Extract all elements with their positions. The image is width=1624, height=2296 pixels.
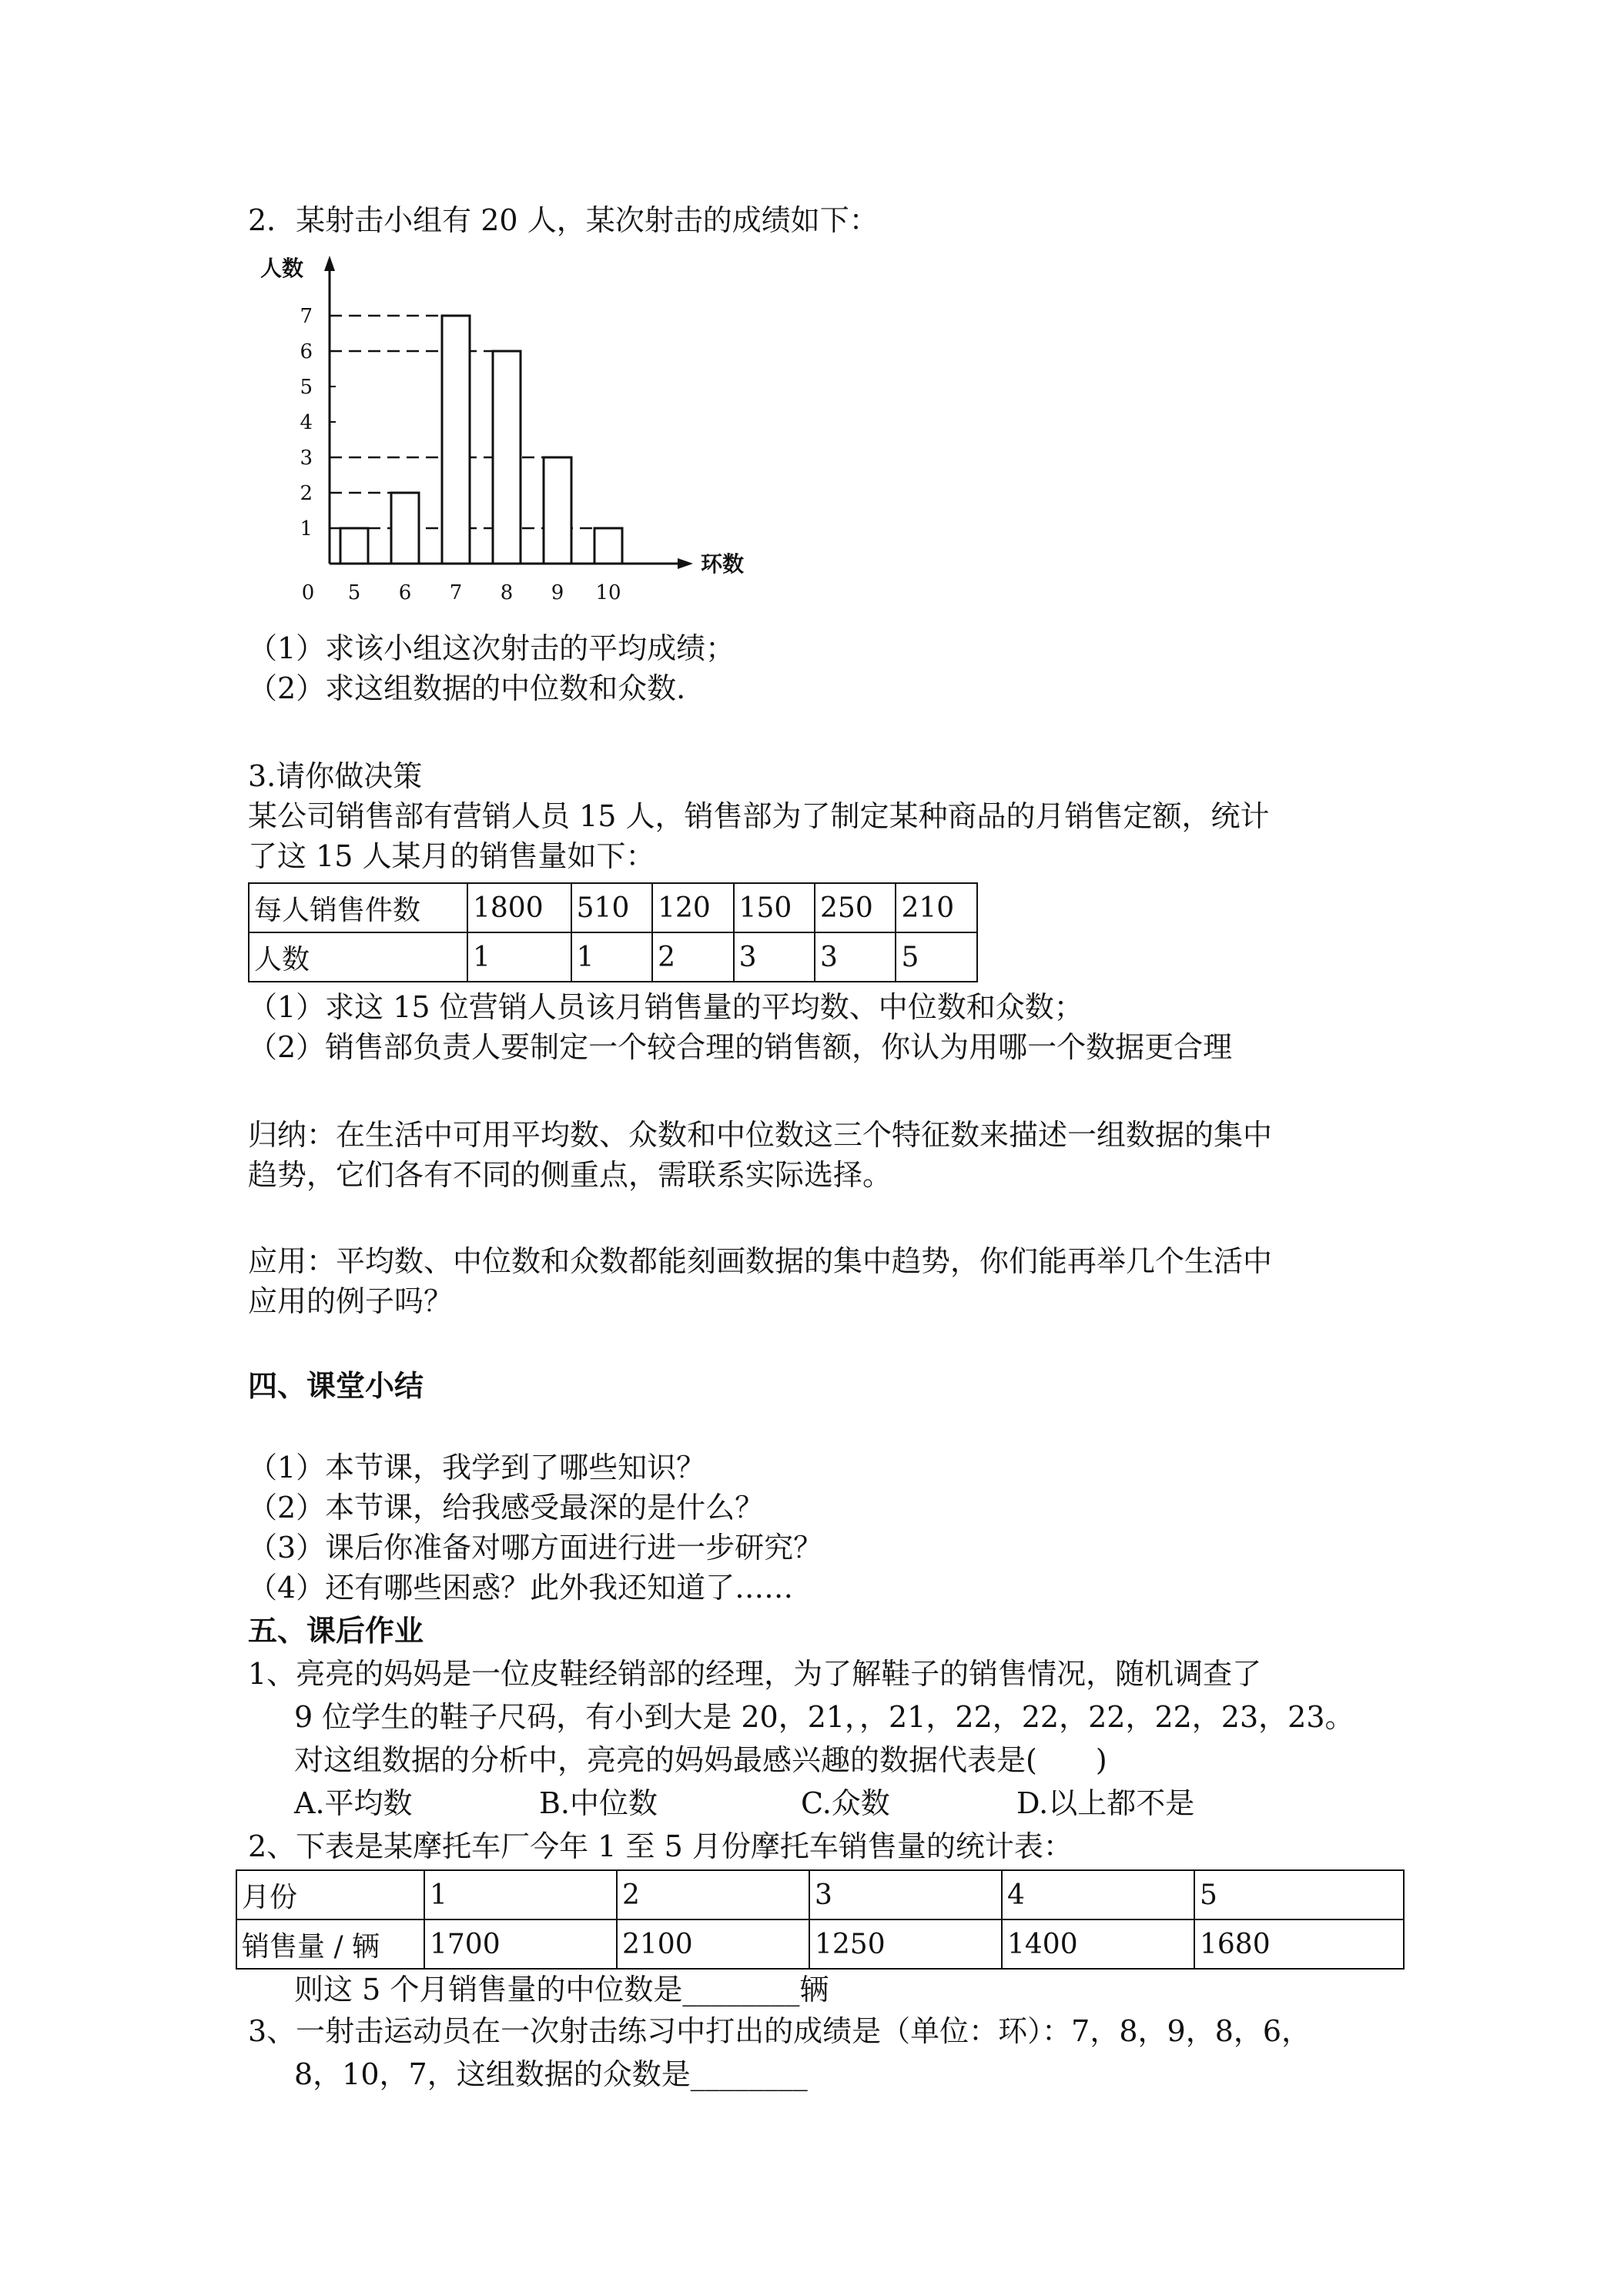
table-cell: 1700 [424, 1919, 617, 1969]
summary-line1: 归纳：在生活中可用平均数、众数和中位数这三个特征数来描述一组数据的集中 [248, 1118, 1273, 1152]
q3-sub1: （1）求这 15 位营销人员该月销售量的平均数、中位数和众数； [248, 990, 1083, 1024]
table-cell: 4 [1002, 1870, 1194, 1919]
x-axis-arrow-icon [678, 558, 693, 569]
section5-heading: 五、课后作业 [248, 1613, 424, 1648]
table-cell: 210 [896, 883, 977, 932]
y-axis-arrow-icon [324, 256, 335, 271]
q3-intro1: 某公司销售部有营销人员 15 人，销售部为了制定某种商品的月销售定额，统计 [248, 799, 1270, 833]
table-cell: 120 [652, 883, 733, 932]
x-tick-label: 7 [449, 581, 463, 604]
table-cell: 150 [734, 883, 815, 932]
q2-sub1: （1）求该小组这次射击的平均成绩； [248, 631, 735, 665]
table-cell: 5 [1194, 1870, 1404, 1919]
summary-line2: 趋势，它们各有不同的侧重点，需联系实际选择。 [248, 1158, 892, 1192]
score-bar-chart [254, 254, 778, 608]
q2-sub2: （2）求这组数据的中位数和众数. [248, 671, 686, 705]
bar [493, 351, 521, 564]
table-cell: 3 [734, 932, 815, 982]
apply-line1: 应用：平均数、中位数和众数都能刻画数据的集中趋势，你们能再举几个生活中 [248, 1244, 1273, 1278]
section4-item: （4）还有哪些困惑？此外我还知道了…… [248, 1571, 794, 1605]
bar [442, 316, 470, 564]
table-cell: 2100 [617, 1919, 809, 1969]
table-cell: 1250 [809, 1919, 1002, 1969]
table-cell: 2 [617, 1870, 809, 1919]
y-tick-label: 6 [300, 340, 313, 363]
y-tick-label: 4 [300, 411, 313, 434]
table-row [249, 932, 977, 982]
table-cell: 1800 [467, 883, 571, 932]
y-tick-label: 2 [300, 482, 313, 505]
hw2-question: 则这 5 个月销售量的中位数是________辆 [294, 1973, 829, 2006]
y-tick-label: 7 [300, 305, 313, 328]
table-cell: 1 [424, 1870, 617, 1919]
table-row-label: 销售量 / 辆 [236, 1919, 424, 1969]
x-tick-label: 10 [595, 581, 621, 604]
y-tick-label: 3 [300, 447, 313, 470]
chart-y-label: 人数 [260, 256, 304, 281]
table-cell: 2 [652, 932, 733, 982]
table-row-label: 人数 [249, 932, 467, 982]
motorcycle-table [236, 1869, 1405, 1970]
table-cell: 5 [896, 932, 977, 982]
section4-item: （2）本节课，给我感受最深的是什么？ [248, 1491, 765, 1525]
x-tick-label: 9 [551, 581, 564, 604]
q3-title: 3.请你做决策 [248, 759, 423, 793]
table-cell: 1680 [1194, 1919, 1404, 1969]
hw1-option-a: A.平均数 [294, 1786, 413, 1820]
table-cell: 1 [467, 932, 571, 982]
y-tick-label: 1 [300, 517, 313, 541]
table-cell: 1 [571, 932, 652, 982]
chart-origin-label: 0 [301, 581, 315, 604]
bar [340, 528, 368, 564]
table-cell: 250 [815, 883, 896, 932]
x-tick-label: 5 [347, 581, 361, 604]
table-row [236, 1919, 1404, 1969]
x-tick-label: 6 [398, 581, 412, 604]
chart-x-label: 环数 [701, 551, 745, 577]
table-row [236, 1870, 1404, 1919]
sales-table [248, 882, 978, 982]
section4-item: （3）课后你准备对哪方面进行进一步研究？ [248, 1531, 823, 1565]
table-row-label: 月份 [236, 1870, 424, 1919]
hw3-line1: 3、一射击运动员在一次射击练习中打出的成绩是（单位：环）：7，8，9，8，6， [248, 2014, 1311, 2048]
q3-intro2: 了这 15 人某月的销售量如下： [248, 839, 655, 873]
table-cell: 1400 [1002, 1919, 1194, 1969]
section4-item: （1）本节课，我学到了哪些知识？ [248, 1451, 706, 1484]
hw3-line2: 8，10，7，这组数据的众数是________ [294, 2057, 808, 2091]
table-row [249, 883, 977, 932]
section4-heading: 四、课堂小结 [248, 1368, 424, 1403]
table-row-label: 每人销售件数 [249, 883, 467, 932]
x-tick-label: 8 [500, 581, 514, 604]
hw1-option-d: D.以上都不是 [1016, 1786, 1195, 1820]
hw1-option-b: B.中位数 [539, 1786, 658, 1820]
bar [544, 457, 571, 564]
bar [391, 493, 419, 564]
hw1-line1: 1、亮亮的妈妈是一位皮鞋经销部的经理，为了解鞋子的销售情况，随机调查了 [248, 1657, 1262, 1691]
hw2-line1: 2、下表是某摩托车厂今年 1 至 5 月份摩托车销售量的统计表： [248, 1829, 1073, 1863]
apply-line2: 应用的例子吗？ [248, 1284, 454, 1318]
table-cell: 3 [809, 1870, 1002, 1919]
bar [594, 528, 622, 564]
hw1-line3: 对这组数据的分析中，亮亮的妈妈最感兴趣的数据代表是( ) [294, 1743, 1107, 1777]
table-cell: 510 [571, 883, 652, 932]
y-tick-label: 5 [300, 376, 313, 399]
q3-sub2: （2）销售部负责人要制定一个较合理的销售额，你认为用哪一个数据更合理 [248, 1030, 1233, 1064]
hw1-option-c: C.众数 [801, 1786, 890, 1820]
hw1-line2: 9 位学生的鞋子尺码，有小到大是 20，21，，21，22，22，22，22，23，23。 [294, 1700, 1354, 1734]
q2-title: 2．某射击小组有 20 人，某次射击的成绩如下： [248, 203, 879, 237]
table-cell: 3 [815, 932, 896, 982]
